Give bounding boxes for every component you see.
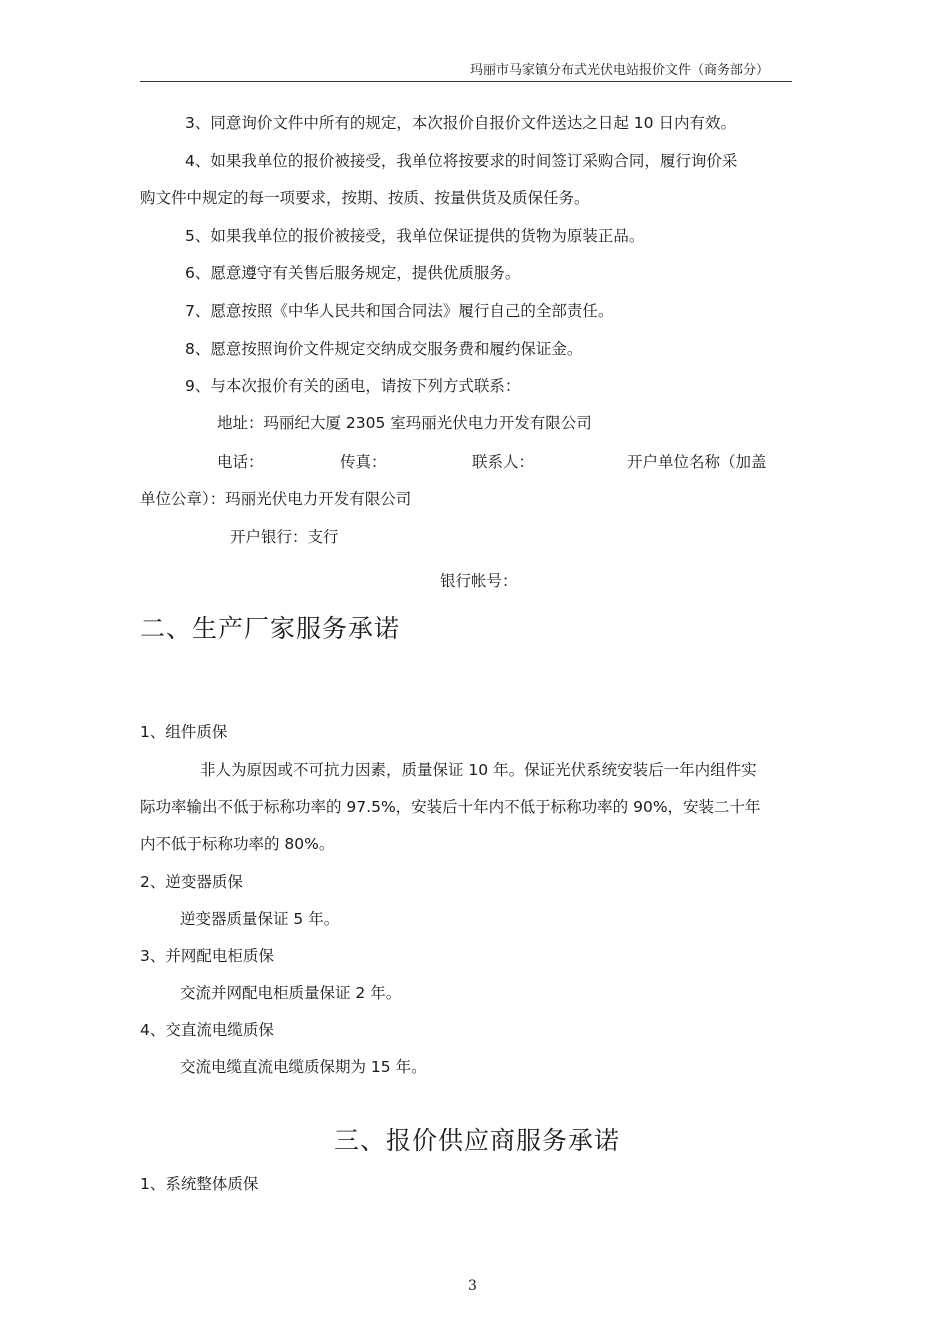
contact-fax: 传真： [340, 453, 387, 471]
contact-phone: 电话： [217, 453, 264, 471]
section-2-item-4-title: 4、交直流电缆质保 [140, 1021, 274, 1039]
header-rule [140, 81, 792, 82]
contact-address: 地址：玛丽纪大厦 2305 室玛丽光伏电力开发有限公司 [217, 414, 592, 432]
clause-4-line-2: 购文件中规定的每一项要求，按期、按质、按量供货及质保任务。 [140, 189, 590, 207]
section-2-item-1-title: 1、组件质保 [140, 723, 228, 741]
account-name-line-1: 开户单位名称（加盖 [627, 453, 767, 471]
section-3-item-1-title: 1、系统整体质保 [140, 1175, 259, 1193]
clause-4-line-1: 4、如果我单位的报价被接受，我单位将按要求的时间签订采购合同，履行询价采 [185, 152, 738, 170]
section-2-item-4-text: 交流电缆直流电缆质保期为 15 年。 [180, 1058, 427, 1076]
section-2-item-1-line-1: 非人为原因或不可抗力因素，质量保证 10 年。保证光伏系统安装后一年内组件实 [200, 761, 757, 779]
clause-9: 9、与本次报价有关的函电，请按下列方式联系： [185, 377, 521, 395]
section-2-heading: 二、生产厂家服务承诺 [140, 614, 401, 643]
section-2-item-3-text: 交流并网配电柜质量保证 2 年。 [180, 984, 402, 1002]
section-2-item-3-title: 3、并网配电柜质保 [140, 947, 274, 965]
clause-8: 8、愿意按照询价文件规定交纳成交服务费和履约保证金。 [185, 340, 583, 358]
clause-7: 7、愿意按照《中华人民共和国合同法》履行自己的全部责任。 [185, 302, 614, 320]
section-2-item-2-text: 逆变器质量保证 5 年。 [180, 910, 340, 928]
clause-6: 6、愿意遵守有关售后服务规定，提供优质服务。 [185, 264, 521, 282]
page-number: 3 [468, 1278, 477, 1294]
section-2-item-1-line-3: 内不低于标称功率的 80%。 [140, 835, 335, 853]
bank-account: 银行帐号： [440, 572, 518, 590]
account-name-line-2: 单位公章）：玛丽光伏电力开发有限公司 [140, 490, 412, 508]
contact-person: 联系人： [472, 453, 535, 471]
bank-name: 开户银行：支行 [230, 528, 339, 546]
clause-3: 3、同意询价文件中所有的规定，本次报价自报价文件送达之日起 10 日内有效。 [185, 114, 736, 132]
clause-5: 5、如果我单位的报价被接受，我单位保证提供的货物为原装正品。 [185, 227, 645, 245]
page-header: 玛丽市马家镇分布式光伏电站报价文件（商务部分） [470, 63, 770, 78]
section-2-item-1-line-2: 际功率输出不低于标称功率的 97.5%，安装后十年内不低于标称功率的 90%，安装二十年 [140, 798, 761, 816]
section-2-item-2-title: 2、逆变器质保 [140, 873, 243, 891]
section-3-heading: 三、报价供应商服务承诺 [334, 1126, 621, 1155]
